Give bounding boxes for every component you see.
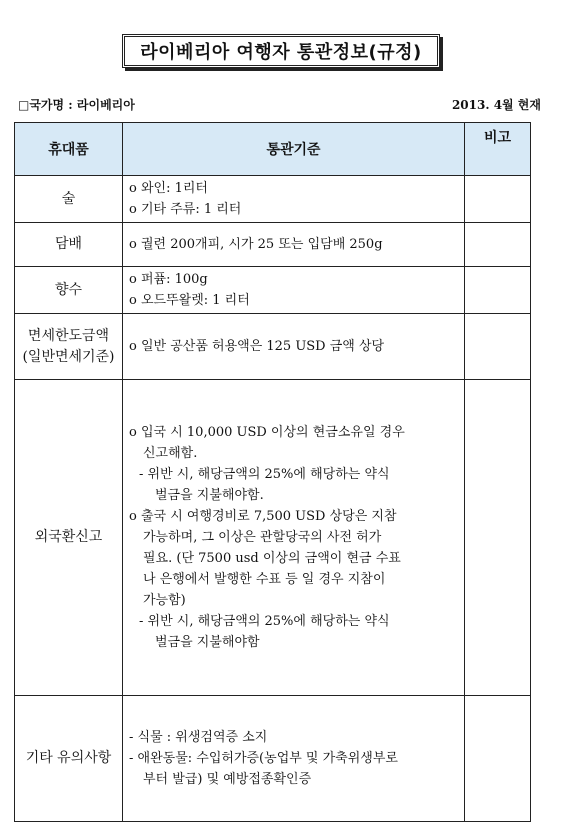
category-line: (일반면세기준)	[22, 348, 115, 365]
standard-line: - 식물 : 위생검역증 소지	[129, 730, 268, 745]
row-note	[465, 267, 531, 314]
row-note	[465, 380, 531, 696]
as-of-date: 2013. 4월 현재	[451, 98, 541, 112]
standard-line: o 궐련 200개피, 시가 25 또는 입담배 250g	[129, 237, 383, 252]
row-note	[465, 314, 531, 380]
table-row	[15, 267, 531, 314]
standard-line: 벌금을 지불해야함	[155, 635, 260, 650]
row-standard	[123, 267, 465, 314]
standard-line: o 입국 시 10,000 USD 이상의 현금소유일 경우	[129, 425, 405, 440]
table-row	[15, 223, 531, 267]
table-row	[15, 314, 531, 380]
row-standard	[123, 176, 465, 223]
row-category: 외국환신고	[15, 380, 123, 696]
row-standard	[123, 380, 465, 696]
standard-line: - 애완동물: 수입허가증(농업부 및 가축위생부로	[129, 751, 398, 766]
standard-line: 벌금을 지불해야함.	[155, 488, 264, 503]
row-category: 술	[15, 176, 123, 223]
standard-line: 가능함)	[143, 593, 186, 608]
standard-line: 가능하며, 그 이상은 관할당국의 사전 허가	[143, 530, 382, 545]
standard-line: o 와인: 1리터	[129, 181, 208, 196]
header-item: 휴대품	[15, 123, 123, 176]
standard-line: o 퍼퓸: 100g	[129, 272, 208, 287]
row-standard	[123, 314, 465, 380]
row-note	[465, 176, 531, 223]
row-category: 향수	[15, 267, 123, 314]
row-category: 기타 유의사항	[15, 696, 123, 822]
standard-line: 필요. (단 7500 usd 이상의 금액이 현금 수표	[143, 551, 401, 566]
row-standard	[123, 696, 465, 822]
page-title: 라이베리아 여행자 통관정보(규정)	[122, 34, 440, 68]
header-standard: 통관기준	[123, 123, 465, 176]
country-label: □국가명 : 라이베리아	[18, 98, 135, 112]
standard-line: - 위반 시, 해당금액의 25%에 해당하는 약식	[139, 614, 390, 629]
standard-line: o 일반 공산품 허용액은 125 USD 금액 상당	[129, 339, 385, 354]
table-row	[15, 380, 531, 696]
standard-line: 나 은행에서 발행한 수표 등 일 경우 지참이	[143, 572, 386, 587]
row-note	[465, 223, 531, 267]
table-row	[15, 176, 531, 223]
row-note	[465, 696, 531, 822]
standard-line: o 기타 주류: 1 리터	[129, 202, 242, 217]
category-line: 면세한도금액	[27, 327, 110, 344]
customs-table	[14, 122, 531, 822]
standard-line: 부터 발급) 및 예방접종확인증	[143, 772, 312, 787]
row-category	[15, 314, 123, 380]
standard-line: o 출국 시 여행경비로 7,500 USD 상당은 지참	[129, 509, 397, 524]
standard-line: o 오드뚜왈렛: 1 리터	[129, 293, 250, 308]
row-category: 담배	[15, 223, 123, 267]
row-standard	[123, 223, 465, 267]
header-note: 비고	[465, 123, 531, 176]
standard-line: - 위반 시, 해당금액의 25%에 해당하는 약식	[139, 467, 390, 482]
header-row	[15, 123, 531, 176]
table-row	[15, 696, 531, 822]
standard-line: 신고해함.	[143, 446, 198, 461]
